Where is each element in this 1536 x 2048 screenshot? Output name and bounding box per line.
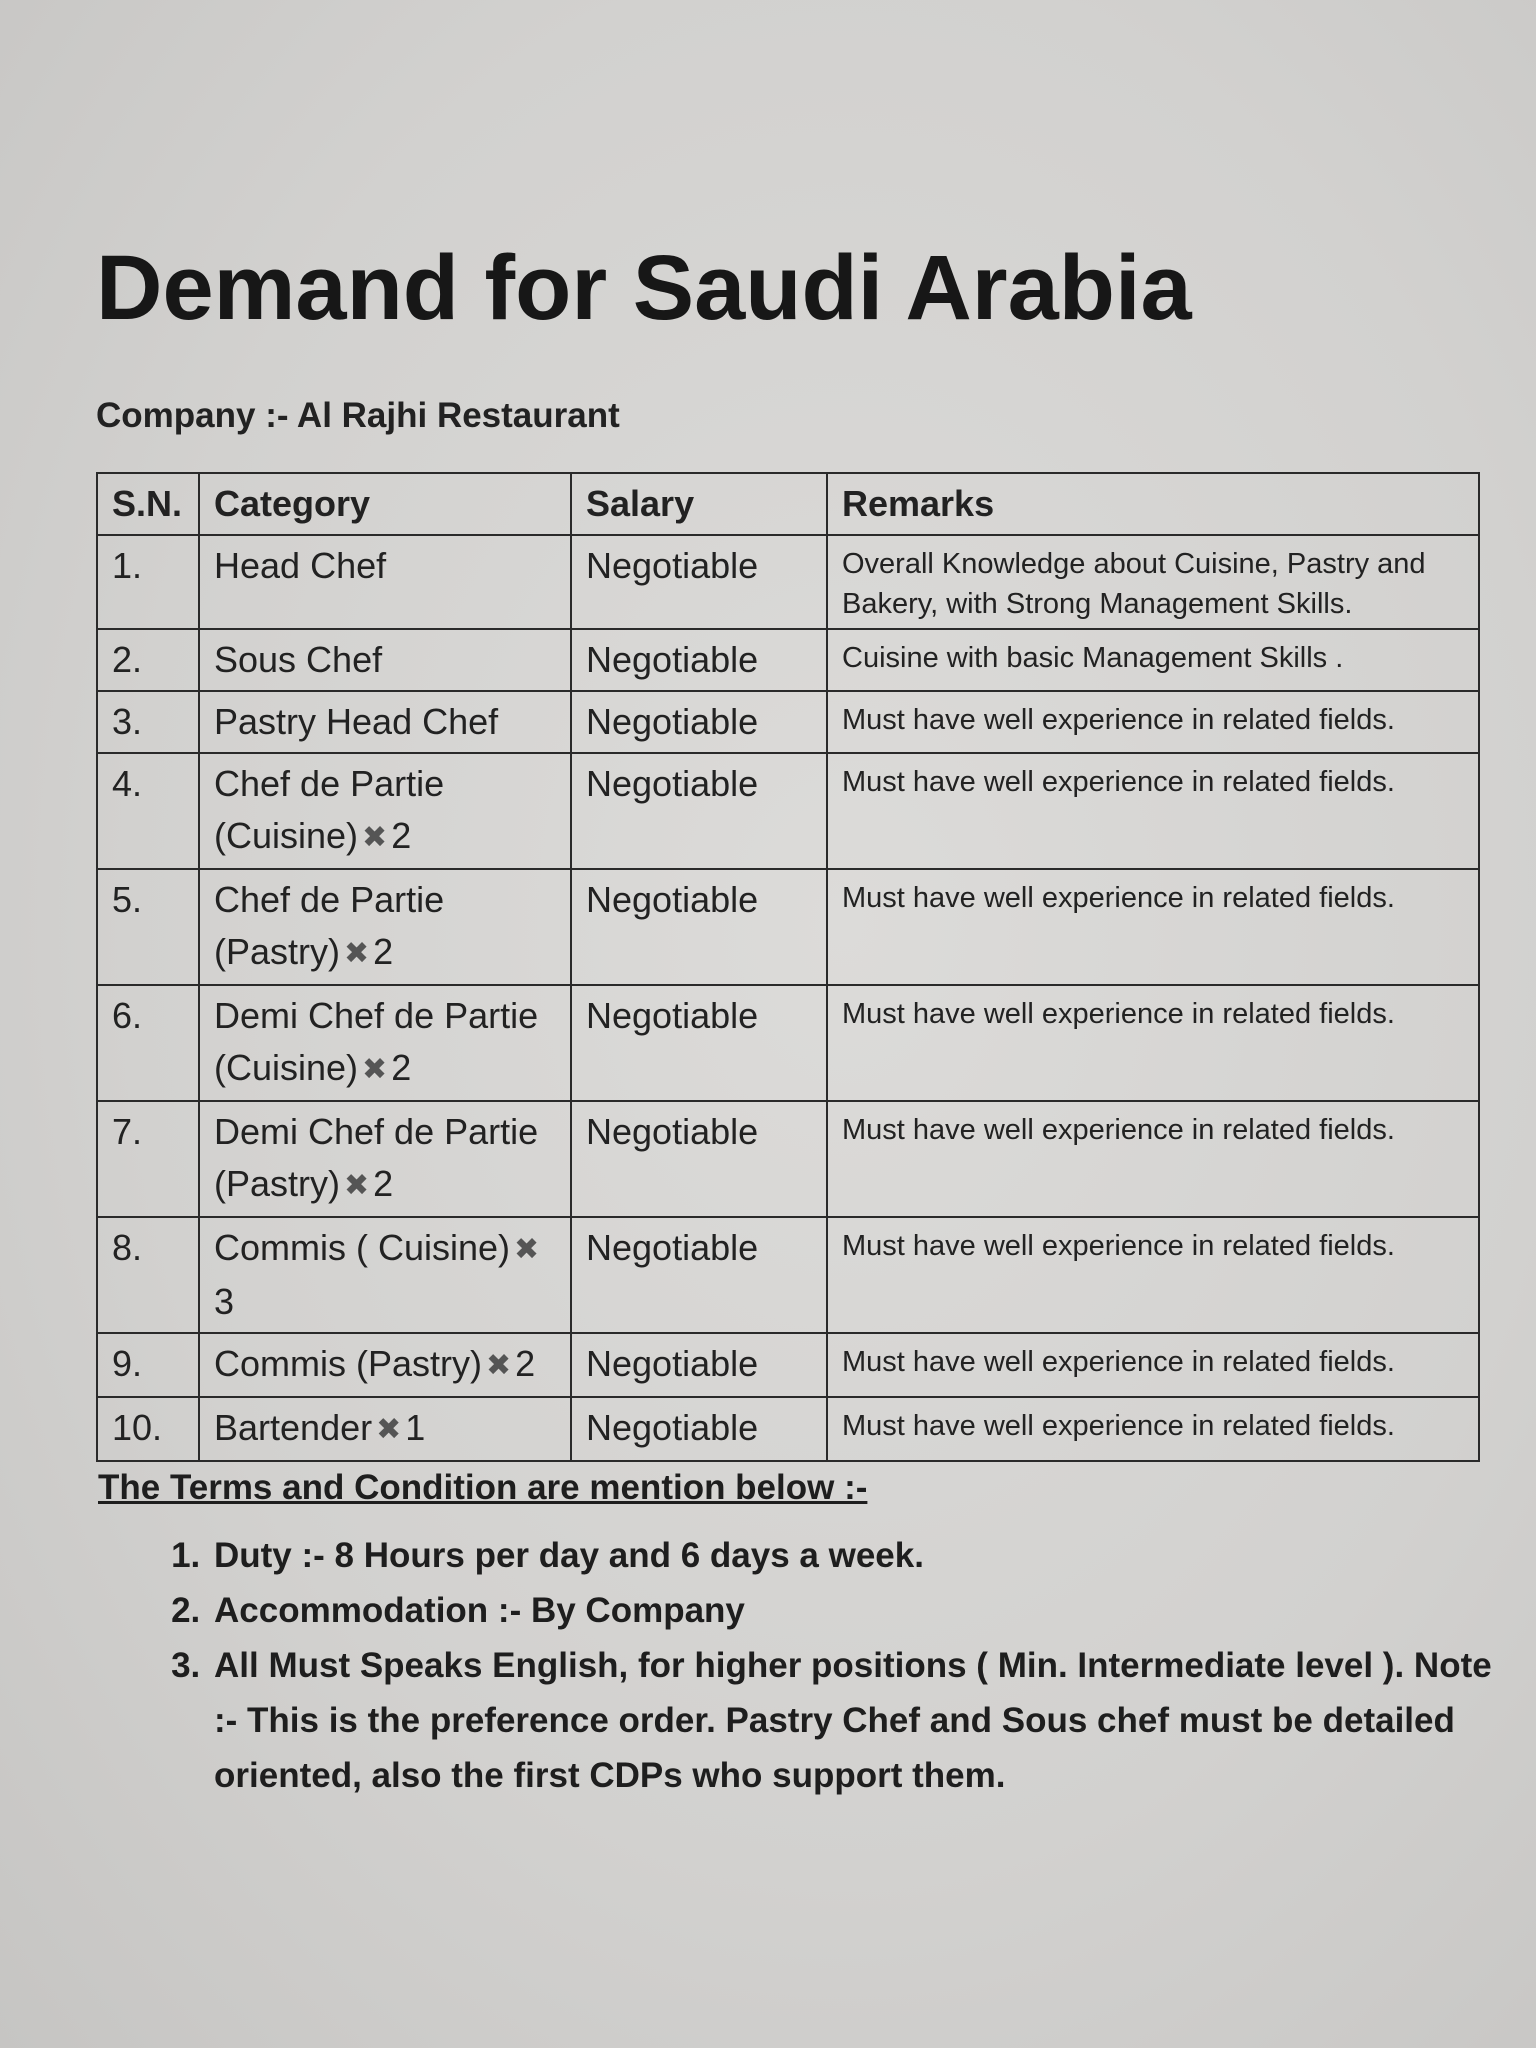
- cell-remarks: Must have well experience in related fields.: [827, 985, 1479, 1101]
- category-label: Pastry Head Chef: [214, 701, 499, 742]
- category-label: Demi Chef de Partie (Cuisine): [214, 995, 539, 1088]
- cell-remarks: Must have well experience in related fields.: [827, 1217, 1479, 1333]
- table-row: [97, 1101, 1479, 1217]
- terms-heading: The Terms and Condition are mention below :-: [98, 1468, 868, 1507]
- header-salary: Salary: [571, 473, 827, 535]
- cell-category: [199, 985, 571, 1101]
- table-row: [97, 1397, 1479, 1461]
- multiply-icon: ✖: [514, 1233, 540, 1266]
- category-label: Bartender: [214, 1407, 373, 1448]
- cell-category: [199, 1217, 571, 1333]
- table-body: [97, 535, 1479, 1461]
- cell-remarks: Must have well experience in related fields.: [827, 691, 1479, 753]
- cell-category: [199, 629, 571, 691]
- cell-salary: Negotiable: [571, 535, 827, 629]
- company-line: Company :- Al Rajhi Restaurant: [96, 396, 620, 435]
- category-label: Demi Chef de Partie (Pastry): [214, 1111, 539, 1204]
- cell-category: [199, 753, 571, 869]
- table-row: [97, 1333, 1479, 1397]
- cell-remarks: Must have well experience in related fields.: [827, 1397, 1479, 1461]
- cell-salary: Negotiable: [571, 869, 827, 985]
- cell-sn: 5.: [97, 869, 199, 985]
- cell-remarks: Cuisine with basic Management Skills .: [827, 629, 1479, 691]
- cell-category: [199, 869, 571, 985]
- table-row: [97, 1217, 1479, 1333]
- table-row: [97, 869, 1479, 985]
- cell-category: [199, 1397, 571, 1461]
- category-label: Commis (Pastry): [214, 1343, 482, 1384]
- category-label: Sous Chef: [214, 639, 383, 680]
- header-remarks: Remarks: [827, 473, 1479, 535]
- multiply-icon: ✖: [486, 1349, 512, 1382]
- cell-remarks: Must have well experience in related fields.: [827, 869, 1479, 985]
- cell-sn: 8.: [97, 1217, 199, 1333]
- quantity-label: 3: [214, 1281, 235, 1322]
- cell-category: [199, 535, 571, 629]
- multiply-icon: ✖: [344, 1169, 370, 1202]
- quantity-label: 2: [391, 815, 412, 856]
- terms-item: 2. Accommodation :- By Company: [210, 1583, 1510, 1638]
- table-row: [97, 691, 1479, 753]
- cell-salary: Negotiable: [571, 1101, 827, 1217]
- cell-remarks: Overall Knowledge about Cuisine, Pastry and Bakery, with Strong Management Skills.: [827, 535, 1479, 629]
- terms-item: 1. Duty :- 8 Hours per day and 6 days a week.: [210, 1528, 1510, 1583]
- multiply-icon: ✖: [362, 821, 388, 854]
- table-row: [97, 535, 1479, 629]
- header-sn: S.N.: [97, 473, 199, 535]
- terms-list: [154, 1528, 1510, 1803]
- multiply-icon: ✖: [376, 1413, 402, 1446]
- cell-remarks: Must have well experience in related fields.: [827, 1101, 1479, 1217]
- quantity-label: 1: [405, 1407, 426, 1448]
- terms-item: 3. All Must Speaks English, for higher positions ( Min. Intermediate level ). Note :- This is the preference order. Pastry Chef and Sous chef must be detailed oriented, also the first CDPs who support them.: [210, 1638, 1510, 1803]
- cell-salary: Negotiable: [571, 1397, 827, 1461]
- category-label: Head Chef: [214, 545, 387, 586]
- cell-salary: Negotiable: [571, 629, 827, 691]
- cell-salary: Negotiable: [571, 1333, 827, 1397]
- cell-sn: 7.: [97, 1101, 199, 1217]
- category-label: Commis ( Cuisine): [214, 1227, 511, 1268]
- category-label: Chef de Partie (Cuisine): [214, 763, 445, 856]
- table-row: [97, 629, 1479, 691]
- cell-sn: 4.: [97, 753, 199, 869]
- cell-category: [199, 1333, 571, 1397]
- cell-sn: 2.: [97, 629, 199, 691]
- demand-table: [96, 472, 1480, 1462]
- table-row: [97, 985, 1479, 1101]
- cell-sn: 3.: [97, 691, 199, 753]
- cell-sn: 1.: [97, 535, 199, 629]
- multiply-icon: ✖: [362, 1053, 388, 1086]
- cell-category: [199, 691, 571, 753]
- cell-sn: 9.: [97, 1333, 199, 1397]
- page-title: Demand for Saudi Arabia: [96, 237, 1192, 339]
- category-label: Chef de Partie (Pastry): [214, 879, 445, 972]
- cell-sn: 10.: [97, 1397, 199, 1461]
- header-category: Category: [199, 473, 571, 535]
- cell-sn: 6.: [97, 985, 199, 1101]
- multiply-icon: ✖: [344, 937, 370, 970]
- table-row: [97, 753, 1479, 869]
- cell-salary: Negotiable: [571, 691, 827, 753]
- quantity-label: 2: [373, 1163, 394, 1204]
- quantity-label: 2: [391, 1047, 412, 1088]
- cell-remarks: Must have well experience in related fields.: [827, 1333, 1479, 1397]
- table-header-row: [97, 473, 1479, 535]
- quantity-label: 2: [515, 1343, 536, 1384]
- cell-category: [199, 1101, 571, 1217]
- cell-salary: Negotiable: [571, 753, 827, 869]
- cell-salary: Negotiable: [571, 1217, 827, 1333]
- quantity-label: 2: [373, 931, 394, 972]
- cell-remarks: Must have well experience in related fields.: [827, 753, 1479, 869]
- cell-salary: Negotiable: [571, 985, 827, 1101]
